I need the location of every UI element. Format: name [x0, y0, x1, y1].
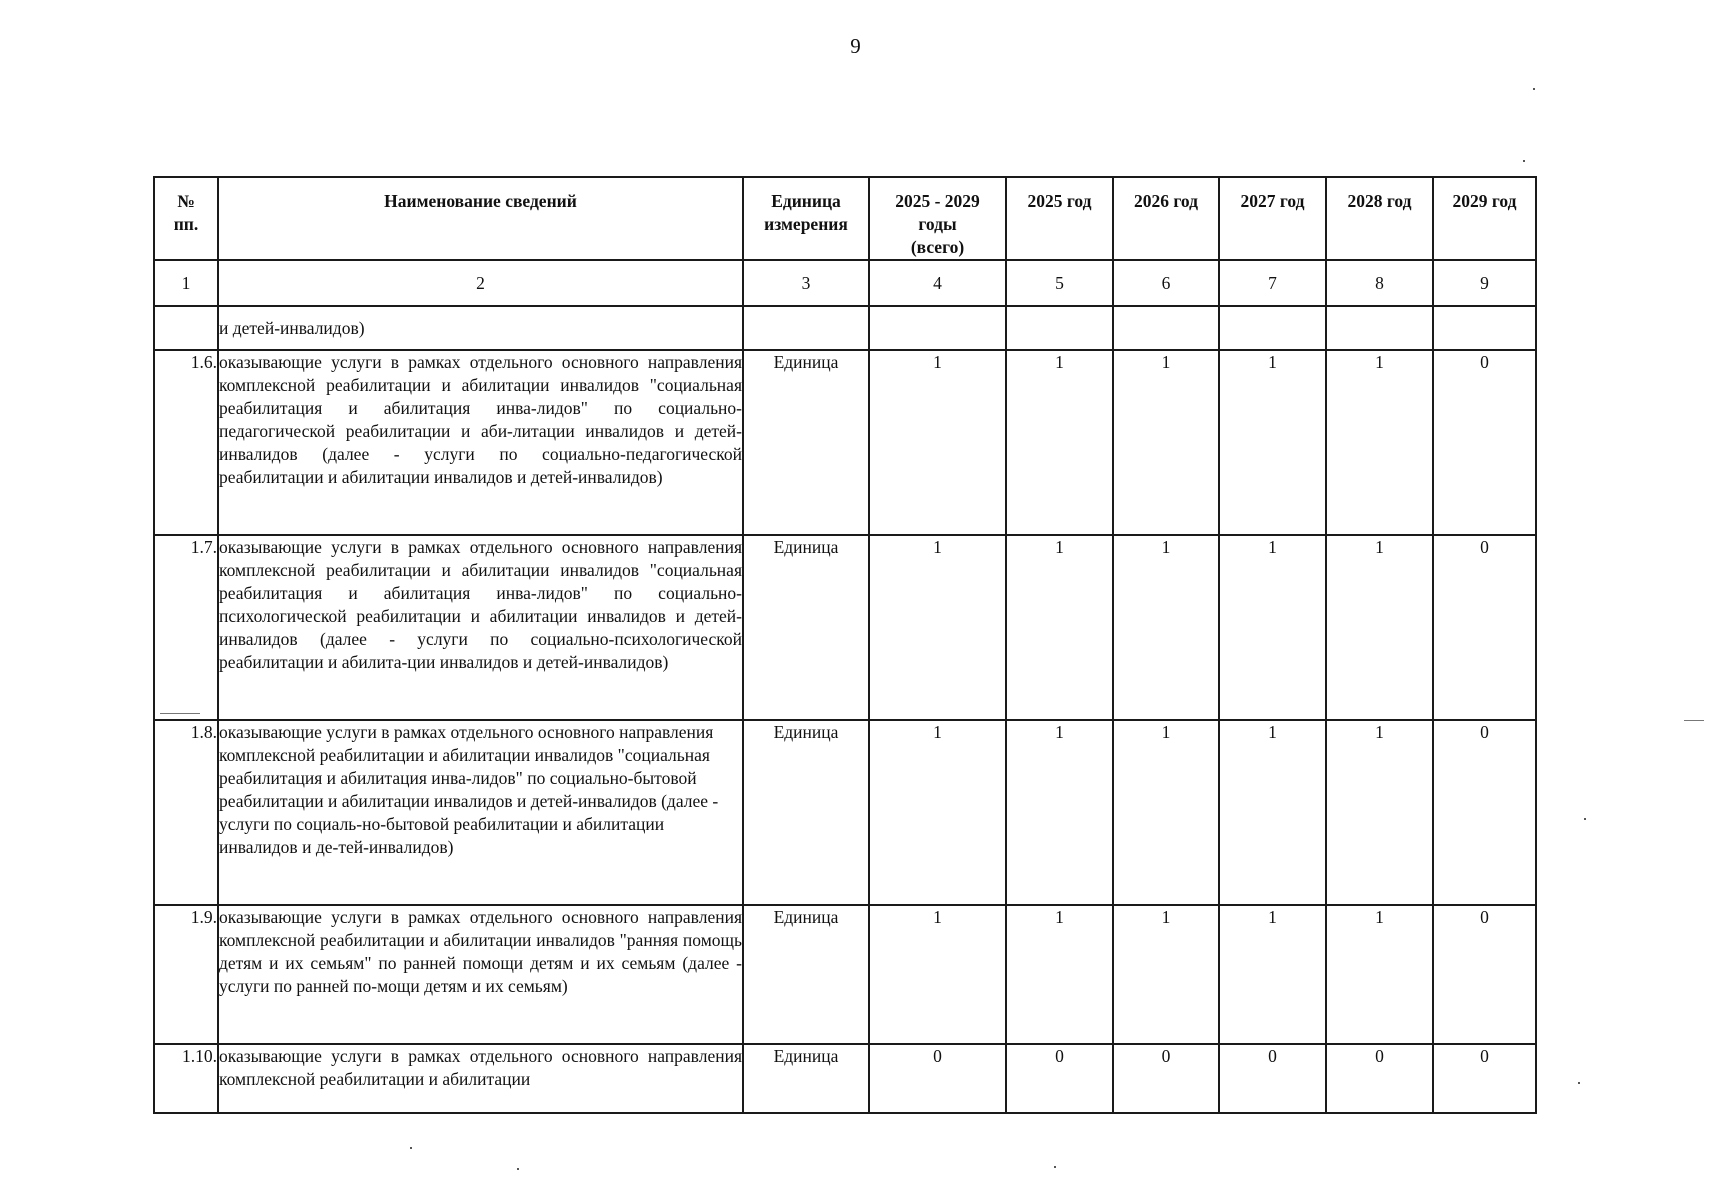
table-cell [1113, 306, 1219, 350]
continuation-row [154, 306, 1536, 350]
table-cell [869, 306, 1006, 350]
column-number: 6 [1113, 260, 1219, 306]
scan-speck [1584, 818, 1586, 820]
header-2029: 2029 год [1433, 177, 1536, 260]
header-2027: 2027 год [1219, 177, 1326, 260]
value-total: 1 [869, 350, 1006, 535]
column-number: 4 [869, 260, 1006, 306]
value-2028: 1 [1326, 535, 1433, 720]
header-unit: Единица измерения [743, 177, 869, 260]
scan-speck [1523, 160, 1525, 162]
scan-mark [1684, 720, 1704, 721]
value-2029: 0 [1433, 905, 1536, 1044]
table-cell [1326, 306, 1433, 350]
header-2028: 2028 год [1326, 177, 1433, 260]
value-total: 1 [869, 720, 1006, 905]
value-2027: 1 [1219, 905, 1326, 1044]
value-2025: 0 [1006, 1044, 1113, 1113]
header-name: Наименование сведений [218, 177, 743, 260]
continuation-text: и детей-инвалидов) [218, 306, 743, 350]
table-row [154, 535, 1536, 720]
value-2026: 1 [1113, 905, 1219, 1044]
table-row [154, 350, 1536, 535]
value-2025: 1 [1006, 350, 1113, 535]
value-2026: 1 [1113, 720, 1219, 905]
scan-speck [1054, 1166, 1056, 1168]
column-number: 2 [218, 260, 743, 306]
value-total: 1 [869, 905, 1006, 1044]
value-2027: 1 [1219, 350, 1326, 535]
table-cell [1433, 306, 1536, 350]
row-description: оказывающие услуги в рамках отдельного основного направления комплексной реабилитации и абилитации инвалидов "ранняя помощь детям и их семьям" по ранней помощи детям и их семьям (далее - услуги по ранней по-мощи детям и их семьям) [218, 905, 743, 1044]
table-cell [1219, 306, 1326, 350]
value-2025: 1 [1006, 720, 1113, 905]
table-row [154, 905, 1536, 1044]
column-number: 8 [1326, 260, 1433, 306]
value-2028: 1 [1326, 350, 1433, 535]
value-2028: 1 [1326, 905, 1433, 1044]
indicators-table [153, 176, 1537, 1114]
row-unit: Единица [743, 535, 869, 720]
row-number: 1.6. [154, 350, 218, 535]
value-2028: 0 [1326, 1044, 1433, 1113]
value-2026: 1 [1113, 535, 1219, 720]
row-number: 1.8. [154, 720, 218, 905]
row-unit: Единица [743, 720, 869, 905]
value-2025: 1 [1006, 535, 1113, 720]
table-row [154, 1044, 1536, 1113]
value-2027: 0 [1219, 1044, 1326, 1113]
value-total: 1 [869, 535, 1006, 720]
table-cell [743, 306, 869, 350]
row-unit: Единица [743, 905, 869, 1044]
row-unit: Единица [743, 1044, 869, 1113]
value-2029: 0 [1433, 535, 1536, 720]
row-number: 1.9. [154, 905, 218, 1044]
value-2025: 1 [1006, 905, 1113, 1044]
column-number: 7 [1219, 260, 1326, 306]
column-number: 3 [743, 260, 869, 306]
page-number: 9 [850, 34, 861, 58]
scan-mark [160, 713, 200, 714]
table-cell [1006, 306, 1113, 350]
value-2027: 1 [1219, 535, 1326, 720]
row-description: оказывающие услуги в рамках отдельного основного направления комплексной реабилитации и абилитации инвалидов "социальная реабилитация и абилитация инва-лидов" по социально-педагогической реабилитации и аби-литации инвалидов и детей-инвалидов (далее - услуги по социально-педагогической реабилитации и абилитации инвалидов и детей-инвалидов) [218, 350, 743, 535]
row-number: 1.7. [154, 535, 218, 720]
header-total: 2025 - 2029 годы (всего) [869, 177, 1006, 260]
value-total: 0 [869, 1044, 1006, 1113]
header-2026: 2026 год [1113, 177, 1219, 260]
row-description: оказывающие услуги в рамках отдельного основного направления комплексной реабилитации и абилитации инвалидов "социальная реабилитация и абилитация инва-лидов" по социально-психологической реабилитации и абилитации инвалидов и детей-инвалидов (далее - услуги по социально-психологической реабилитации и абилита-ции инвалидов и детей-инвалидов) [218, 535, 743, 720]
value-2029: 0 [1433, 1044, 1536, 1113]
scan-speck [410, 1147, 412, 1149]
table-row [154, 720, 1536, 905]
value-2026: 0 [1113, 1044, 1219, 1113]
row-unit: Единица [743, 350, 869, 535]
header-num: № пп. [154, 177, 218, 260]
row-description: оказывающие услуги в рамках отдельного основного направления комплексной реабилитации и абилитации [218, 1044, 743, 1113]
value-2029: 0 [1433, 720, 1536, 905]
row-number: 1.10. [154, 1044, 218, 1113]
value-2026: 1 [1113, 350, 1219, 535]
table-cell [154, 306, 218, 350]
column-number: 5 [1006, 260, 1113, 306]
header-2025: 2025 год [1006, 177, 1113, 260]
value-2027: 1 [1219, 720, 1326, 905]
scan-speck [1578, 1082, 1580, 1084]
value-2028: 1 [1326, 720, 1433, 905]
scan-speck [517, 1168, 519, 1170]
column-number: 9 [1433, 260, 1536, 306]
row-description: оказывающие услуги в рамках отдельного основного направления комплексной реабилитации и абилитации инвалидов "социальная реабилитация и абилитация инва-лидов" по социально-бытовой реабилитации и абилитации инвалидов и детей-инвалидов (далее - услуги по социаль-но-бытовой реабилитации и абилитации инвалидов и де-тей-инвалидов) [218, 720, 743, 905]
header-row [154, 177, 1536, 260]
value-2029: 0 [1433, 350, 1536, 535]
scan-speck [1533, 88, 1535, 90]
column-number: 1 [154, 260, 218, 306]
column-number-row [154, 260, 1536, 306]
